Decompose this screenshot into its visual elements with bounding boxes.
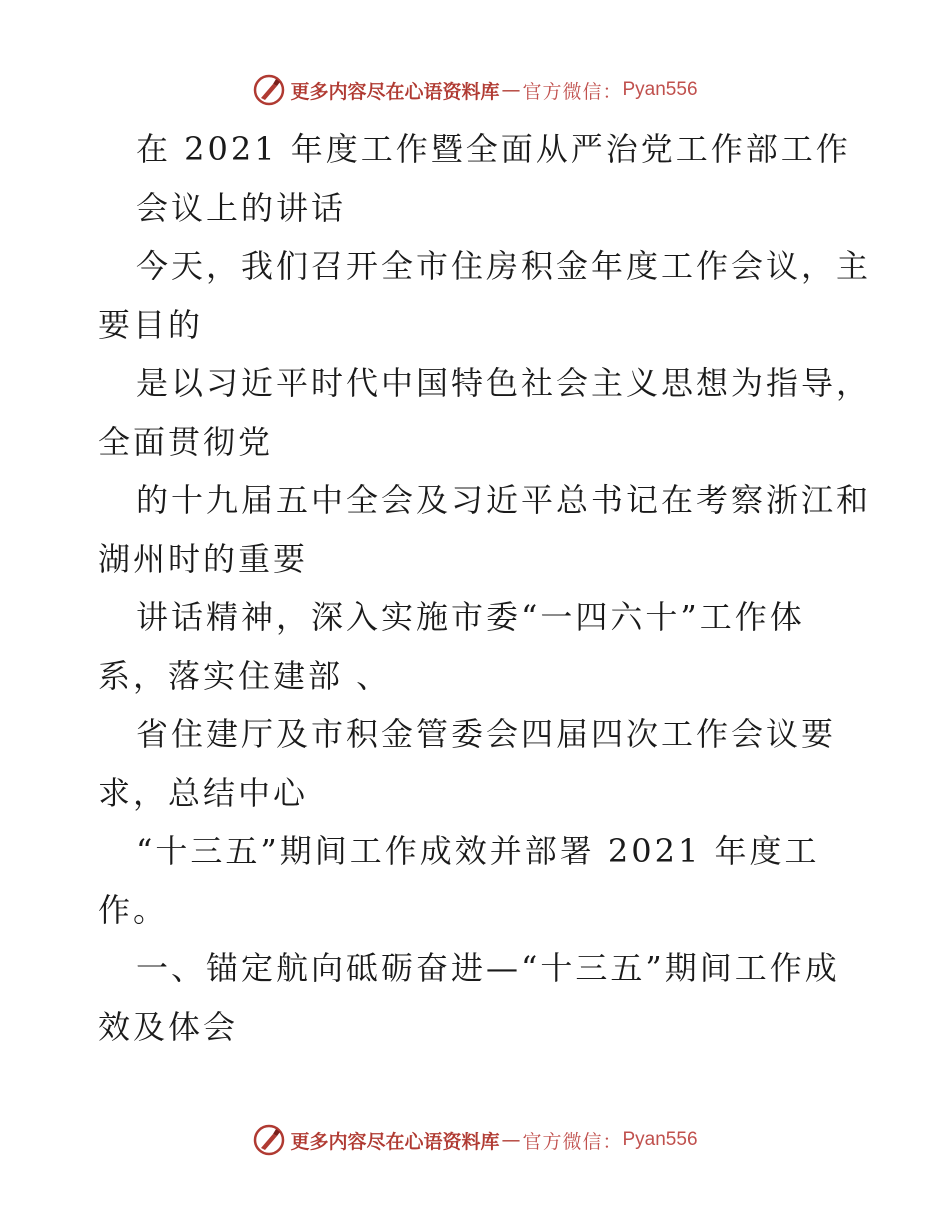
footer-watermark [0, 1120, 950, 1160]
watermark-wechat-label: 官方微信： [522, 1130, 623, 1153]
watermark-wechat-id: Pyan556 [622, 79, 698, 100]
text-line: 效及体会 [98, 1007, 239, 1046]
watermark-site: 更多内容尽在心语资料库 [290, 1130, 500, 1153]
text-line: 作。 [98, 890, 169, 929]
text-line: 今天，我们召开全市住房积金年度工作会议，主 [136, 247, 872, 285]
text-line: “十三五”期间工作成效并部署 2021 年度工 [136, 832, 820, 870]
watermark-dash: — [501, 79, 521, 101]
text-line: 要目的 [98, 305, 204, 344]
watermark-dash: — [501, 1129, 521, 1151]
text-line: 在 2021 年度工作暨全面从严治党工作部工作 [136, 130, 851, 168]
header-watermark [0, 70, 950, 110]
text-line: 系，落实住建部 、 [98, 656, 392, 695]
text-line: 是以习近平时代中国特色社会主义思想为指导， [136, 364, 872, 402]
watermark-site: 更多内容尽在心语资料库 [290, 80, 500, 103]
text-line: 求，总结中心 [98, 773, 309, 812]
text-line: 全面贯彻党 [98, 422, 274, 461]
text-line: 一、锚定航向砥砺奋进—“十三五”期间工作成 [136, 949, 840, 987]
text-line: 的十九届五中全会及习近平总书记在考察浙江和 [136, 481, 872, 519]
text-line: 会议上的讲话 [136, 188, 347, 227]
pen-logo-icon [252, 73, 286, 107]
watermark-wechat-label: 官方微信： [522, 80, 623, 103]
text-line: 省住建厅及市积金管委会四届四次工作会议要 [136, 715, 837, 753]
text-line: 湖州时的重要 [98, 539, 309, 578]
document-body [98, 120, 872, 1056]
watermark-wechat-id: Pyan556 [622, 1129, 698, 1150]
pen-logo-icon [252, 1123, 286, 1157]
text-line: 讲话精神，深入实施市委“一四六十”工作体 [136, 598, 805, 636]
